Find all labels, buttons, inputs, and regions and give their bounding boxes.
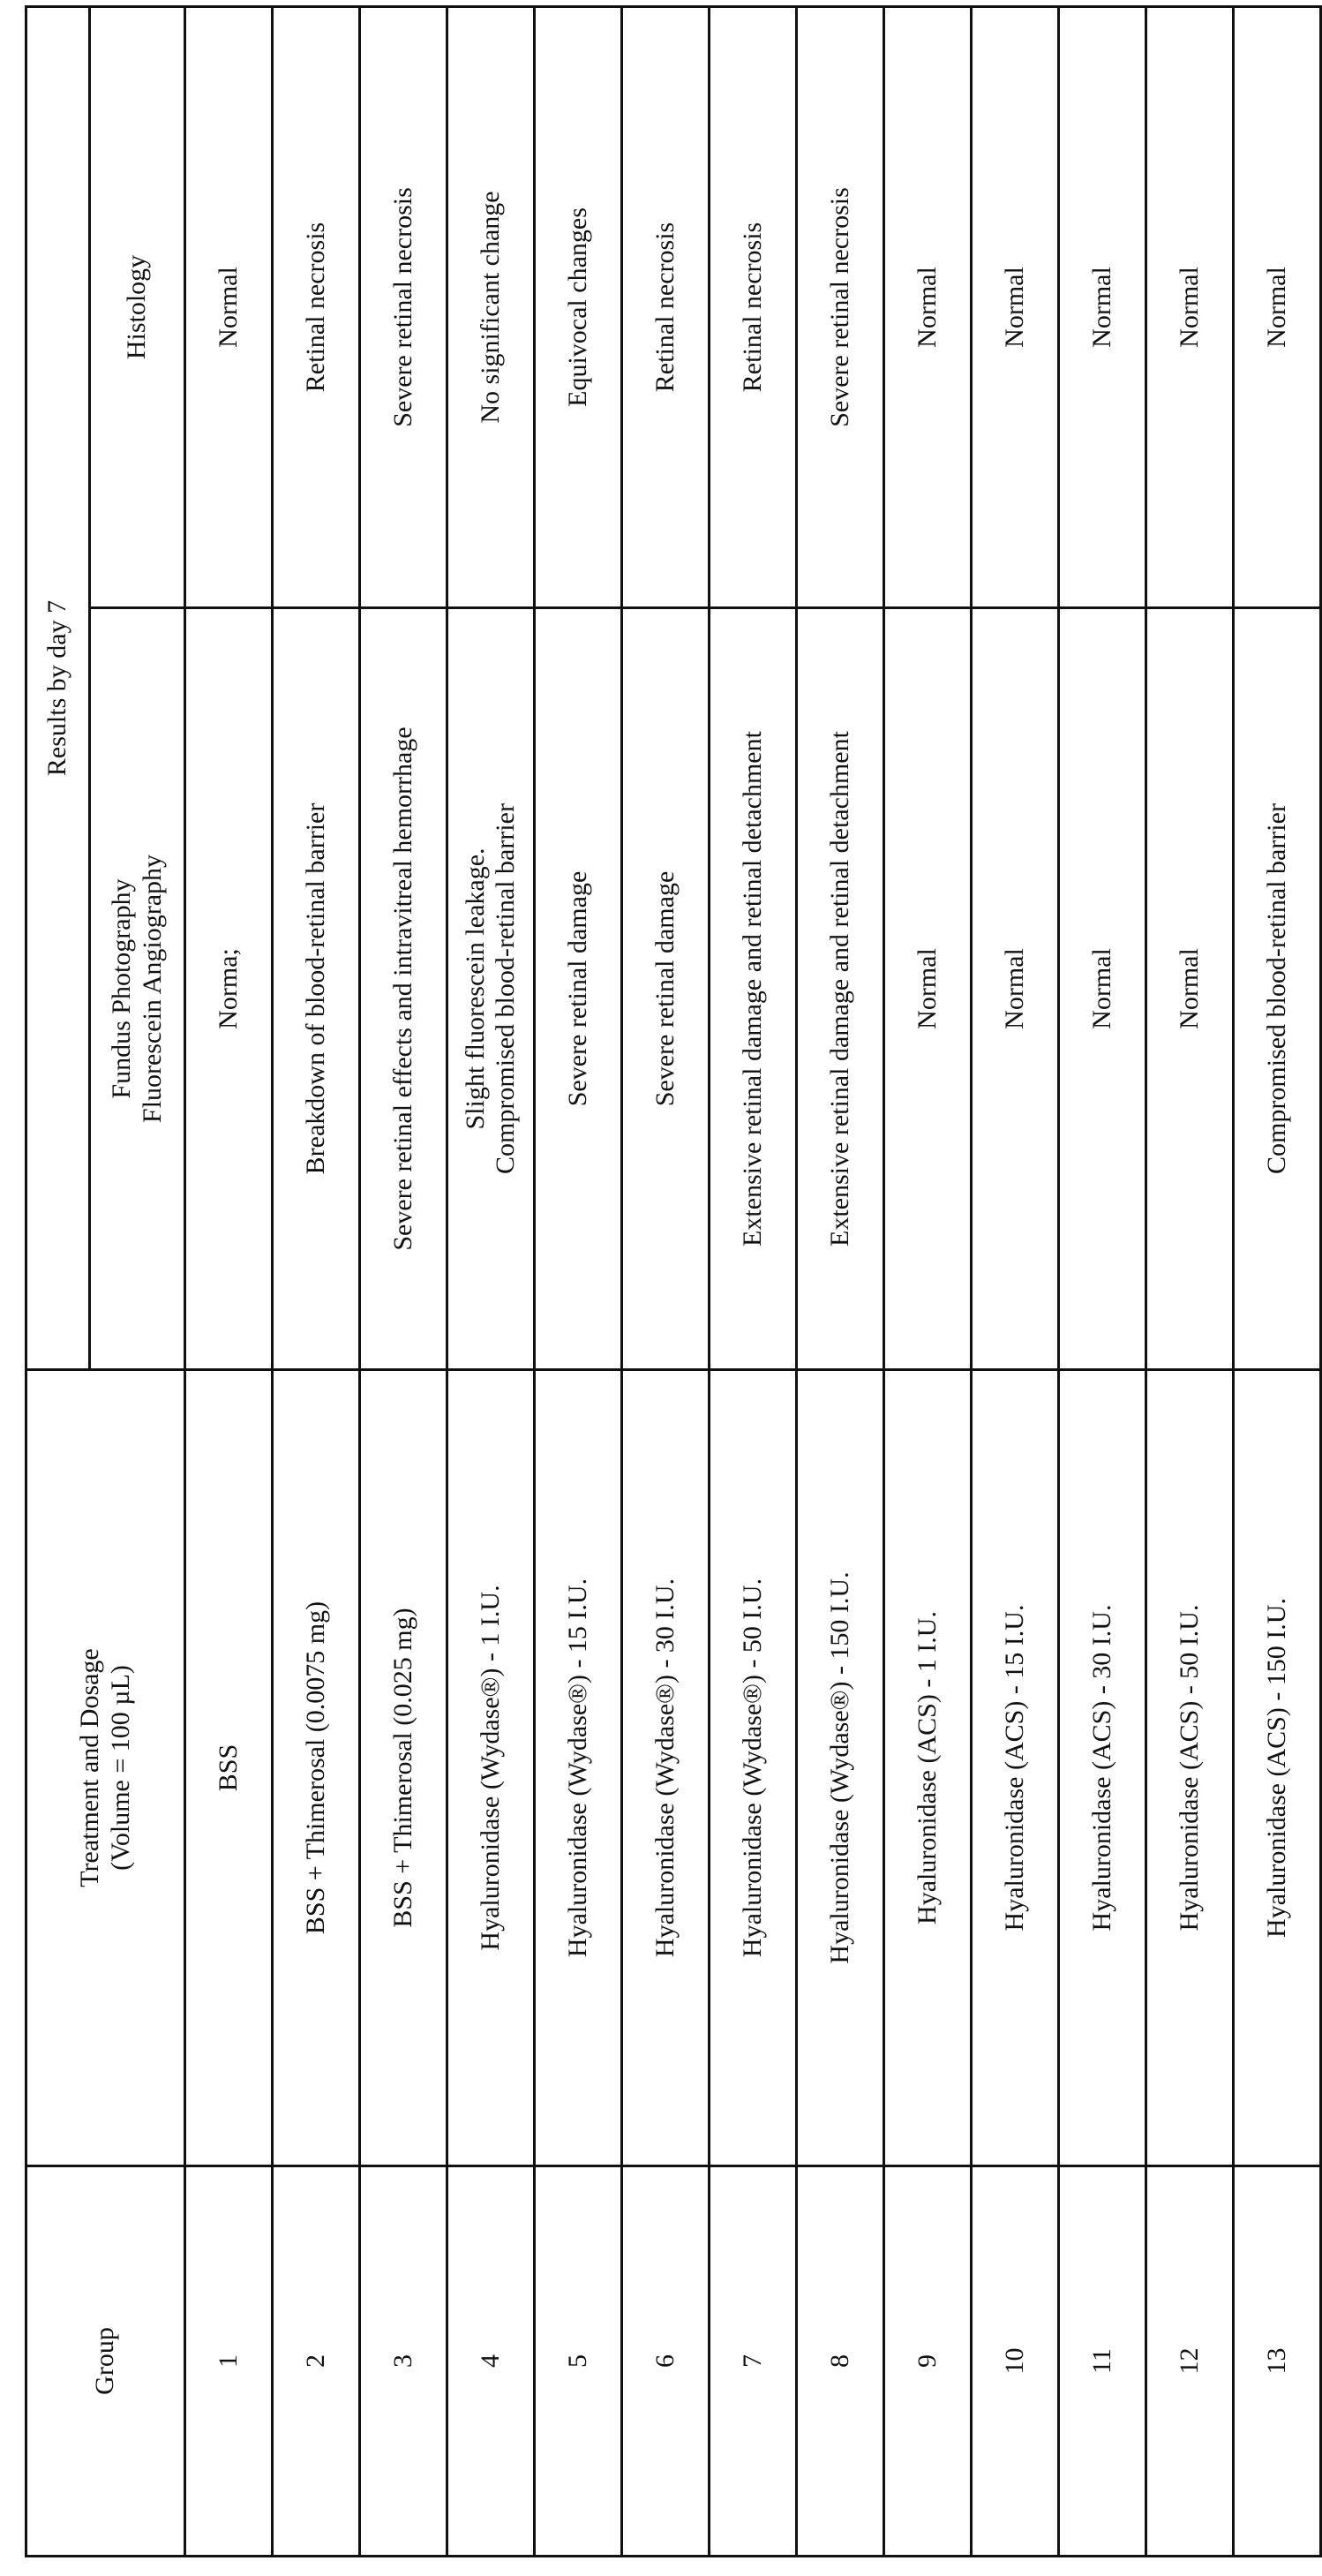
header-treatment-line2: (Volume = 100 µL)	[106, 1378, 137, 2158]
header-fundus-line2: Fluorescein Angiography	[138, 616, 169, 1361]
fundus-line: Compromised blood-retinal barrier	[1262, 616, 1293, 1361]
treatment-cell: BSS + Thimerosal (0.025 mg)	[360, 1370, 447, 2166]
group-cell: 6	[622, 2166, 710, 2557]
histology-cell: Normal	[972, 6, 1059, 607]
table-row	[710, 6, 797, 2556]
fundus-line: Severe retinal effects and intravitreal hemorrhage	[388, 616, 419, 1361]
fundus-line: Severe retinal damage	[563, 616, 594, 1361]
fundus-line: Breakdown of blood-retinal barrier	[301, 616, 332, 1361]
treatment-cell: Hyaluronidase (ACS) - 30 I.U.	[1059, 1370, 1146, 2166]
histology-cell: Severe retinal necrosis	[797, 6, 884, 607]
treatment-cell: Hyaluronidase (Wydase®) - 30 I.U.	[622, 1370, 710, 2166]
fundus-line: Normal	[913, 616, 943, 1361]
table-row	[273, 6, 360, 2556]
fundus-cell	[797, 608, 884, 1370]
fundus-line: Norma;	[214, 616, 244, 1361]
treatment-cell: Hyaluronidase (Wydase®) - 1 I.U.	[447, 1370, 535, 2166]
results-table	[25, 5, 1322, 2557]
histology-cell: Equivocal changes	[535, 6, 622, 607]
group-cell: 12	[1146, 2166, 1234, 2557]
table-row	[884, 6, 972, 2556]
fundus-cell	[1059, 608, 1146, 1370]
group-cell: 2	[273, 2166, 360, 2557]
fundus-cell	[535, 608, 622, 1370]
fundus-line: Normal	[1087, 616, 1118, 1361]
fundus-cell	[622, 608, 710, 1370]
table-row	[1059, 6, 1146, 2556]
treatment-cell: Hyaluronidase (ACS) - 50 I.U.	[1146, 1370, 1234, 2166]
rotated-table-container	[25, 8, 1280, 2557]
table-body	[185, 6, 1321, 2556]
table-row	[360, 6, 447, 2556]
fundus-line: Extensive retinal damage and retinal detachment	[825, 616, 856, 1361]
fundus-line: Slight fluorescein leakage.	[461, 616, 492, 1361]
table-row	[1146, 6, 1234, 2556]
histology-cell: Normal	[884, 6, 972, 607]
header-results: Results by day 7	[26, 6, 90, 1369]
header-fundus-line1: Fundus Photography	[107, 616, 138, 1361]
histology-cell: Normal	[1146, 6, 1234, 607]
group-cell: 9	[884, 2166, 972, 2557]
fundus-cell	[972, 608, 1059, 1370]
group-cell: 11	[1059, 2166, 1146, 2557]
fundus-line: Compromised blood-retinal barrier	[491, 616, 522, 1361]
treatment-cell: Hyaluronidase (Wydase®) - 150 I.U.	[797, 1370, 884, 2166]
header-treatment	[26, 1370, 185, 2166]
group-cell: 7	[710, 2166, 797, 2557]
fundus-cell	[185, 608, 273, 1370]
table-row	[972, 6, 1059, 2556]
table-row	[447, 6, 535, 2556]
header-treatment-line1: Treatment and Dosage	[75, 1378, 106, 2158]
fundus-line: Extensive retinal damage and retinal detachment	[738, 616, 769, 1361]
histology-cell: Normal	[185, 6, 273, 607]
histology-cell: Normal	[1059, 6, 1146, 607]
group-cell: 3	[360, 2166, 447, 2557]
fundus-line: Severe retinal damage	[650, 616, 681, 1361]
histology-cell: No significant change	[447, 6, 535, 607]
treatment-cell: Hyaluronidase (ACS) - 150 I.U.	[1234, 1370, 1321, 2166]
group-cell: 10	[972, 2166, 1059, 2557]
histology-cell: Retinal necrosis	[710, 6, 797, 607]
treatment-cell: Hyaluronidase (Wydase®) - 50 I.U.	[710, 1370, 797, 2166]
histology-cell: Severe retinal necrosis	[360, 6, 447, 607]
treatment-cell: Hyaluronidase (ACS) - 1 I.U.	[884, 1370, 972, 2166]
treatment-cell: BSS + Thimerosal (0.0075 mg)	[273, 1370, 360, 2166]
fundus-cell	[447, 608, 535, 1370]
group-cell: 5	[535, 2166, 622, 2557]
fundus-line: Normal	[1000, 616, 1031, 1361]
header-histology: Histology	[90, 6, 185, 607]
fundus-cell	[710, 608, 797, 1370]
fundus-line: Normal	[1175, 616, 1206, 1361]
histology-cell: Normal	[1234, 6, 1321, 607]
table-row	[622, 6, 710, 2556]
table-row	[797, 6, 884, 2556]
treatment-cell: BSS	[185, 1370, 273, 2166]
fundus-cell	[1146, 608, 1234, 1370]
table-row	[535, 6, 622, 2556]
table-row	[185, 6, 273, 2556]
group-cell: 8	[797, 2166, 884, 2557]
group-cell: 4	[447, 2166, 535, 2557]
fundus-cell	[1234, 608, 1321, 1370]
fundus-cell	[273, 608, 360, 1370]
histology-cell: Retinal necrosis	[622, 6, 710, 607]
group-cell: 1	[185, 2166, 273, 2557]
fundus-cell	[884, 608, 972, 1370]
treatment-cell: Hyaluronidase (ACS) - 15 I.U.	[972, 1370, 1059, 2166]
treatment-cell: Hyaluronidase (Wydase®) - 15 I.U.	[535, 1370, 622, 2166]
fundus-cell	[360, 608, 447, 1370]
table-row	[1234, 6, 1321, 2556]
header-group: Group	[26, 2166, 185, 2557]
header-fundus	[90, 608, 185, 1370]
group-cell: 13	[1234, 2166, 1321, 2557]
histology-cell: Retinal necrosis	[273, 6, 360, 607]
